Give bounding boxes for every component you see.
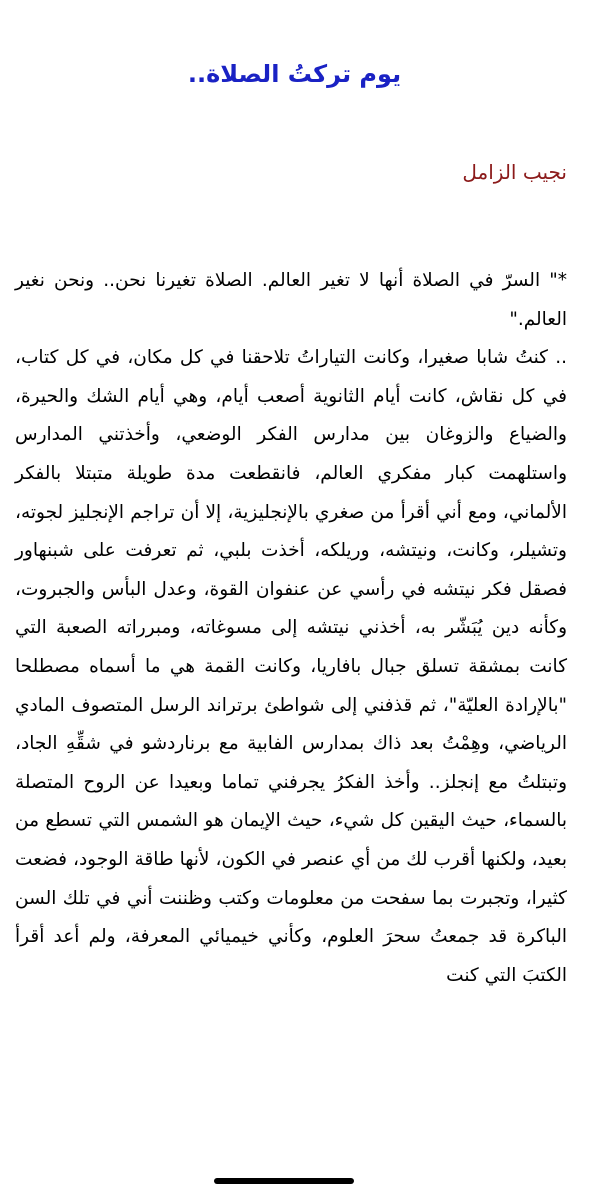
article-main-paragraph: .. كنتُ شابا صغيرا، وكانت التياراتُ تلاحقنا في كل مكان، في كل كتاب، في كل نقاش، كانت أيام الثانوية أصعب أيام، وهي أيام الشك والحيرة، والضياع والزوغان بين مدارس الفكر الوضعي، وأخذتني المدارس واستلهمت كبار مفكري العالم، فانقطعت مدة طويلة متبتلا بالفكر الألماني، ومع أني أقرأ من صغري بالإنجليزية، إلا أن تراجم الإنجليز لجوته، وتشيلر، وكانت، ونيتشه، وريلكه، أخذت بلبي، ثم تعرفت على شبنهاور فصقل فكر نيتشه في رأسي عن عنفوان القوة، وعدل البأس والجبروت، وكأنه دين يُبَشّر به، أخذني نيتشه إلى مسوغاته، ومبرراته الصعبة التي كانت بمشقة تسلق جبال بافاريا، وكانت القمة هي ما أسماه مصطلحا "بالإرادة العليّة"، ثم قذفني إلى شواطئ برتراند الرسل المتصوف المادي الرياضي، وهِمْتُ بعد ذاك بمدارس الفابية مع برناردشو في شقِّهِ الجاد، وتبتلتُ مع إنجلز.. وأخذ الفكرُ يجرفني تماما وبعيدا عن الروح المتصلة بالسماء، حيث اليقين كل شيء، حيث الإيمان هو الشمس التي تسطع من بعيد، ولكنها أقرب لك من أي عنصر في الكون، لأنها طاقة الوجود، فضعت كثيرا، وتجبرت بما سفحت من معلومات وكتب وظننت أني في تلك السن الباكرة قد جمعتُ سحرَ العلوم، وكأني خيميائي المعرفة، ولم أعد أقرأ الكتبَ التي كنت [15,347,567,986]
article-title: يوم تركتُ الصلاة.. [187,60,402,88]
article-quote-paragraph: *" السرّ في الصلاة أنها لا تغير العالم. الصلاة تغيرنا نحن.. ونحن نغير العالم." [15,270,567,330]
home-indicator [214,1178,354,1184]
article-author: نجيب الزامل [462,160,567,184]
article-body [15,262,567,995]
